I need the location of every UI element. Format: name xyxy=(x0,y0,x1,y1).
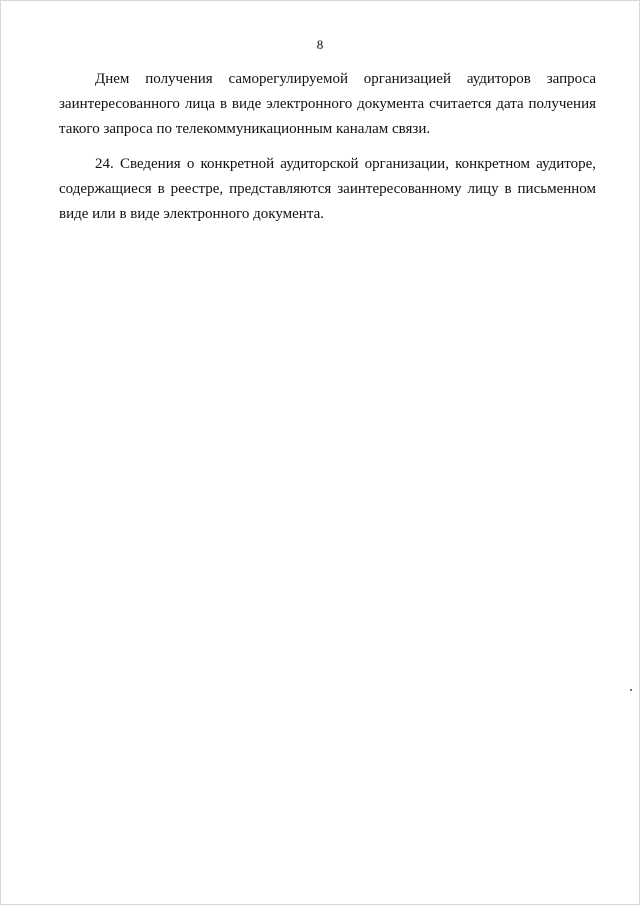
paragraph-24-registry-info: 24. Сведения о конкретной аудиторской организации, конкретном аудиторе, содержащиеся в реестре, представляются заинтересованному лицу в письменном виде или в виде электронного документа. xyxy=(59,156,596,222)
document-body xyxy=(59,67,596,227)
paragraph-request-date: Днем получения саморегулируемой организацией аудиторов запроса заинтересованного лица в виде электронного документа считается дата получения такого запроса по телекоммуникационным каналам связи. xyxy=(59,71,596,137)
page-number: 8 xyxy=(316,37,324,52)
scan-speck xyxy=(630,689,632,691)
